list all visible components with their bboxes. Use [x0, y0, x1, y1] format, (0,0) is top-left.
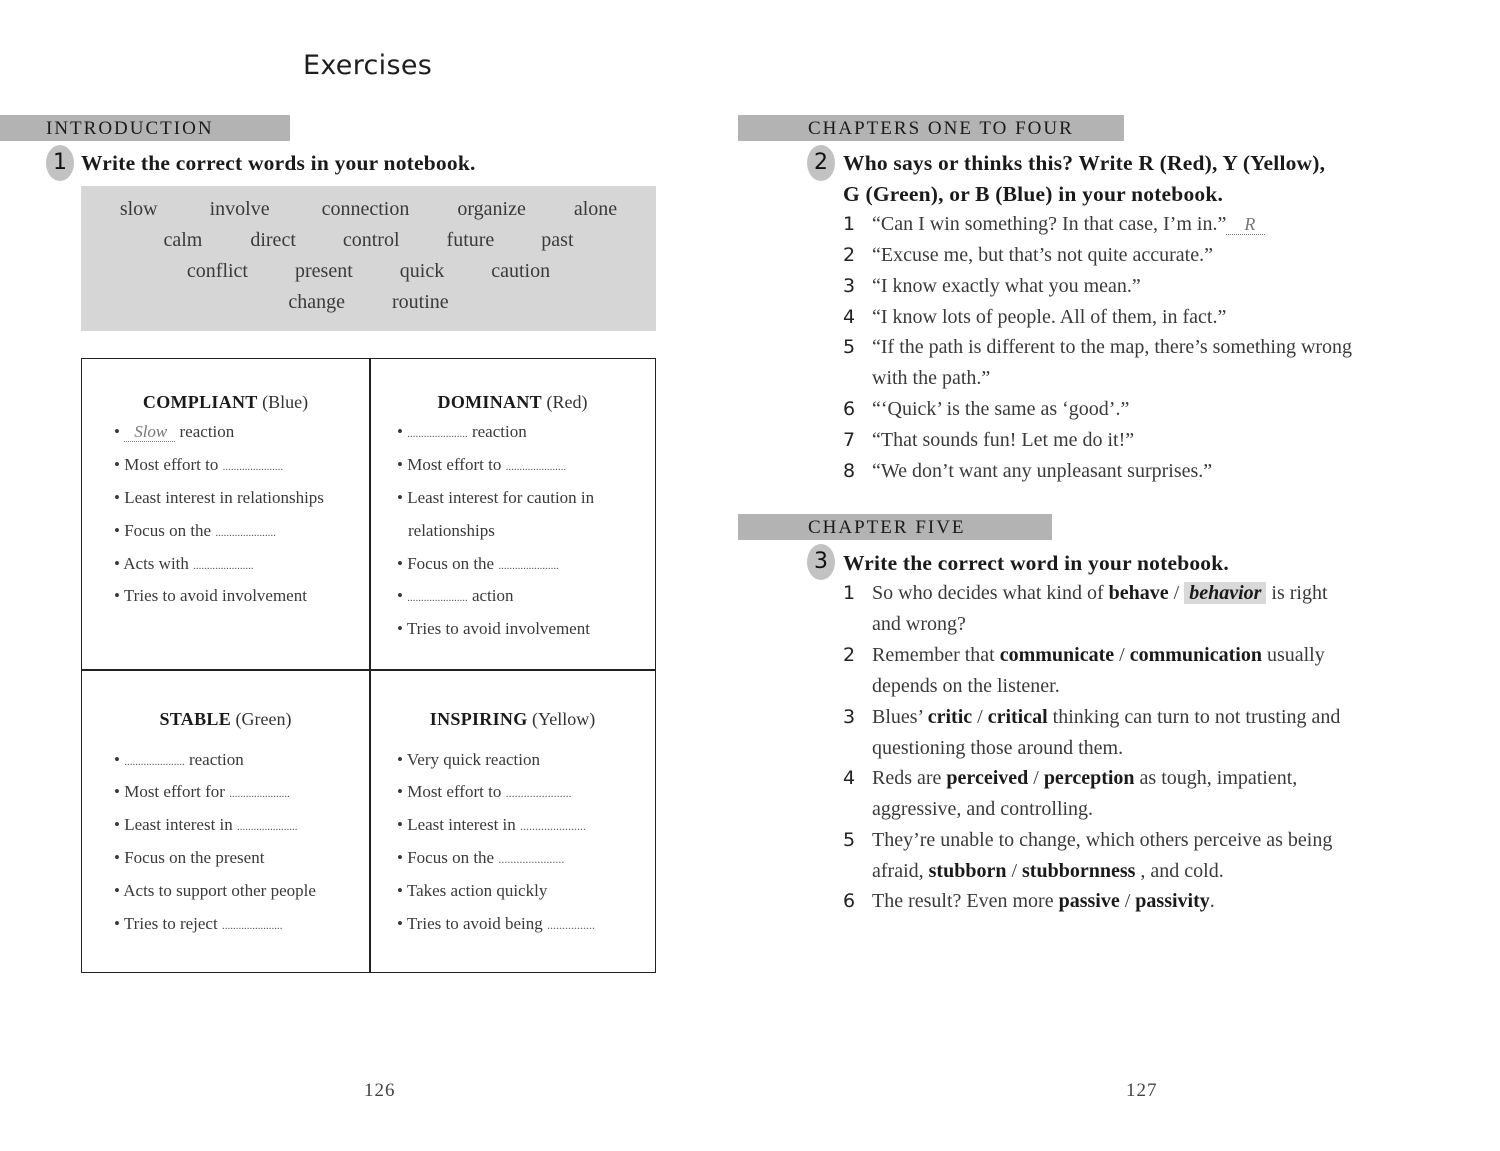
word-choice-b-selected: behavior	[1184, 582, 1266, 604]
bullet-text: • Focus on the present	[114, 848, 265, 867]
item-number: 4	[843, 306, 856, 328]
item-text: “That sounds fun! Let me do it!”	[872, 429, 1135, 451]
word: slow	[119, 198, 158, 220]
blank-dots: ......................	[505, 786, 572, 800]
cell-heading-name: DOMINANT	[437, 392, 542, 412]
word: direct	[250, 229, 296, 251]
bullet-text: • Most effort to	[397, 782, 506, 801]
bullet-text: • Most effort to	[397, 455, 506, 474]
bullet-text: • Very quick reaction	[397, 750, 541, 769]
bullet-item	[114, 815, 298, 835]
word-choice-b: communication	[1129, 644, 1262, 666]
item-number: 7	[843, 429, 856, 451]
bullet-text: reaction	[184, 750, 244, 769]
item-text: Remember that	[872, 644, 1000, 666]
word-separator: /	[1119, 890, 1136, 912]
item-number: 6	[843, 890, 856, 912]
bullet-item	[114, 521, 276, 541]
word-row	[81, 260, 656, 283]
item-text: Blues’	[872, 706, 928, 728]
blank-dots: ......................	[520, 819, 587, 833]
word-choice-a: passive	[1058, 890, 1120, 912]
item-text: as tough, impatient,	[1134, 767, 1298, 789]
item-number: 8	[843, 460, 856, 482]
bullet-text: •	[397, 586, 408, 605]
word-box	[81, 186, 656, 331]
blank-dots: ................	[547, 918, 595, 932]
item-text: “We don’t want any unpleasant surprises.”	[872, 460, 1213, 482]
bullet-text: reaction	[175, 422, 235, 441]
bullet-text: • Least interest for caution in	[397, 488, 595, 507]
item-text: thinking can turn to not trusting and	[1047, 706, 1341, 728]
bullet-item	[397, 848, 564, 868]
bullet-text: action	[467, 586, 514, 605]
bullet-text: •	[397, 422, 408, 441]
section-label: CHAPTERS ONE TO FOUR	[808, 118, 1074, 139]
bullet-text: • Tries to reject	[114, 914, 222, 933]
bullet-item	[397, 914, 595, 934]
cell-heading-name: INSPIRING	[429, 709, 528, 729]
word-separator: /	[1168, 582, 1185, 604]
section-label: INTRODUCTION	[46, 118, 214, 139]
word-choice-b: critical	[987, 706, 1048, 728]
item-text: “Excuse me, but that’s not quite accurate.”	[872, 244, 1213, 266]
section-band-chapter-five	[738, 514, 1052, 540]
word: quick	[399, 260, 445, 282]
word-row	[81, 229, 656, 252]
word: alone	[573, 198, 618, 220]
bullet-text: • Least interest in	[397, 815, 521, 834]
bullet-item	[397, 586, 514, 606]
blank-dots: ......................	[505, 461, 567, 473]
item-text: Reds are	[872, 767, 947, 789]
cell-heading	[82, 392, 369, 413]
blank-dots: ......................	[193, 560, 254, 572]
word-row	[81, 291, 656, 314]
word: organize	[457, 198, 526, 220]
bullet-text: • Focus on the	[397, 848, 499, 867]
cell-inspiring	[370, 670, 657, 972]
item-text: “Can I win something? In that case, I’m in.”	[872, 213, 1227, 235]
list-item-continuation	[872, 860, 1224, 883]
item-text: aggressive, and controlling.	[872, 798, 1094, 820]
word: past	[541, 229, 574, 251]
cell-heading-name: STABLE	[159, 709, 232, 729]
bullet-item	[114, 848, 264, 868]
word-separator: /	[972, 706, 988, 728]
bullet-text: • Focus on the	[397, 554, 499, 573]
bullet-item	[114, 488, 324, 508]
item-text: and wrong?	[872, 613, 966, 635]
cell-heading	[370, 709, 655, 730]
bullet-item	[114, 914, 282, 934]
list-item-continuation	[872, 675, 1060, 698]
word-choice-a: behave	[1108, 582, 1169, 604]
word-choice-b: perception	[1043, 767, 1135, 789]
bullet-text: • Tries to avoid involvement	[397, 619, 590, 638]
word-separator: /	[1028, 767, 1044, 789]
item-text: afraid,	[872, 860, 929, 882]
word: routine	[391, 291, 449, 313]
word: involve	[209, 198, 270, 220]
bullet-text: • Takes action quickly	[397, 881, 548, 900]
item-text: They’re unable to change, which others perceive as being	[872, 829, 1333, 851]
word-choice-b: stubbornness	[1022, 860, 1136, 882]
item-number: 4	[843, 767, 856, 789]
cell-dominant	[370, 359, 657, 669]
blank-dots: ......................	[407, 592, 468, 604]
item-number: 6	[843, 398, 856, 420]
item-number: 3	[843, 275, 856, 297]
exercise-number-badge: 1	[46, 145, 74, 181]
blank-dots: ......................	[407, 428, 468, 440]
bullet-item	[114, 586, 307, 606]
item-text: “I know exactly what you mean.”	[872, 275, 1141, 297]
bullet-item	[397, 619, 590, 639]
cell-heading-name: COMPLIANT	[142, 392, 258, 412]
word-choice-a: critic	[927, 706, 973, 728]
bullet-text: relationships	[408, 521, 495, 540]
bullet-text: • Tries to avoid being	[397, 914, 547, 933]
bullet-text: • Acts with	[114, 554, 194, 573]
word: future	[446, 229, 495, 251]
exercise-1-instruction: Write the correct words in your notebook.	[81, 151, 476, 175]
cell-heading-color: (Yellow)	[532, 709, 596, 729]
word-row	[81, 198, 656, 221]
exercise-number-badge: 3	[807, 544, 835, 580]
bullet-item	[114, 455, 283, 475]
cell-heading-color: (Red)	[546, 392, 588, 412]
bullet-text: reaction	[467, 422, 527, 441]
bullet-item	[114, 881, 316, 901]
bullet-text: • Least interest in relationships	[114, 488, 324, 507]
list-item-continuation	[872, 737, 1123, 760]
handwritten-answer: R	[1244, 214, 1256, 234]
item-number: 2	[843, 644, 856, 666]
cell-stable	[82, 670, 369, 972]
bullet-item	[397, 554, 559, 574]
item-number: 5	[843, 336, 856, 358]
bullet-item	[397, 782, 572, 802]
word-choice-a: communicate	[999, 644, 1115, 666]
bullet-item	[397, 488, 594, 508]
page-title: Exercises	[303, 50, 433, 81]
item-text: is right	[1266, 582, 1328, 604]
bullet-text: • Acts to support other people	[114, 881, 316, 900]
exercise-2-instruction: Who says or thinks this? Write R (Red), Y (Yellow),	[843, 151, 1326, 175]
blank-dots: ......................	[124, 756, 185, 768]
item-text: “I know lots of people. All of them, in fact.”	[872, 306, 1227, 328]
bullet-item	[114, 750, 244, 770]
bullet-text: • Least interest in	[114, 815, 238, 834]
word: conflict	[186, 260, 248, 282]
bullet-text: • Most effort for	[114, 782, 230, 801]
blank-dots: ......................	[222, 461, 284, 473]
item-text: questioning those around them.	[872, 737, 1124, 759]
word: present	[295, 260, 353, 282]
bullet-item	[114, 554, 254, 574]
bullet-text: • Focus on the	[114, 521, 216, 540]
blank-dots: ......................	[215, 527, 276, 539]
bullet-item	[397, 422, 527, 442]
cell-heading	[370, 392, 655, 413]
exercise-2-instruction: G (Green), or B (Blue) in your notebook.	[843, 182, 1224, 206]
item-text: usually	[1261, 644, 1325, 666]
blank-dots: ......................	[498, 560, 559, 572]
item-text: depends on the listener.	[872, 675, 1060, 697]
item-text: The result? Even more	[872, 890, 1059, 912]
item-text: So who decides what kind of	[872, 582, 1109, 604]
bullet-item	[397, 815, 586, 835]
word: caution	[491, 260, 551, 282]
word-choice-a: perceived	[946, 767, 1029, 789]
blank-dots: ......................	[237, 821, 298, 833]
item-number: 5	[843, 829, 856, 851]
section-band-introduction	[0, 115, 290, 141]
bullet-item	[397, 750, 540, 770]
page-number-right: 127	[1126, 1080, 1158, 1101]
bullet-item	[397, 881, 547, 901]
word-choice-a: stubborn	[928, 860, 1007, 882]
cell-heading-color: (Blue)	[262, 392, 309, 412]
exercise-number-badge: 2	[807, 145, 835, 181]
cell-compliant	[82, 359, 369, 669]
page-number-left: 126	[364, 1080, 396, 1101]
bullet-text: • Most effort to	[114, 455, 223, 474]
item-text: “If the path is different to the map, there’s something wrong	[872, 336, 1353, 358]
bullet-text: •	[114, 422, 125, 441]
item-number: 3	[843, 706, 856, 728]
section-band-chapters-one-to-four	[738, 115, 1124, 141]
word: calm	[163, 229, 203, 251]
bullet-item	[397, 455, 566, 475]
word-separator: /	[1114, 644, 1130, 666]
bullet-item	[114, 782, 290, 802]
blank-dots: ......................	[221, 920, 283, 932]
blank-dots: ......................	[229, 788, 290, 800]
bullet-item	[408, 521, 495, 541]
cell-heading	[82, 709, 369, 730]
item-text: with the path.”	[872, 367, 991, 389]
item-text: .	[1209, 890, 1215, 912]
section-label: CHAPTER FIVE	[808, 517, 966, 538]
cell-heading-color: (Green)	[235, 709, 292, 729]
item-text: “‘Quick’ is the same as ‘good’.”	[872, 398, 1130, 420]
item-number: 1	[843, 213, 856, 235]
word-choice-b: passivity	[1135, 890, 1210, 912]
word: connection	[321, 198, 410, 220]
list-item-continuation	[872, 367, 990, 390]
bullet-item	[114, 422, 234, 442]
word: change	[288, 291, 345, 313]
blank-dots: ......................	[498, 852, 565, 866]
handwritten-answer: Slow	[134, 422, 168, 441]
exercise-3-instruction: Write the correct word in your notebook.	[843, 551, 1229, 575]
word: control	[342, 229, 400, 251]
item-number: 1	[843, 582, 856, 604]
bullet-text: • Tries to avoid involvement	[114, 586, 307, 605]
item-text: , and cold.	[1135, 860, 1224, 882]
item-number: 2	[843, 244, 856, 266]
list-item-continuation	[872, 613, 966, 636]
personality-grid	[81, 358, 656, 973]
word-separator: /	[1006, 860, 1023, 882]
list-item-continuation	[872, 798, 1093, 821]
bullet-text: •	[114, 750, 125, 769]
